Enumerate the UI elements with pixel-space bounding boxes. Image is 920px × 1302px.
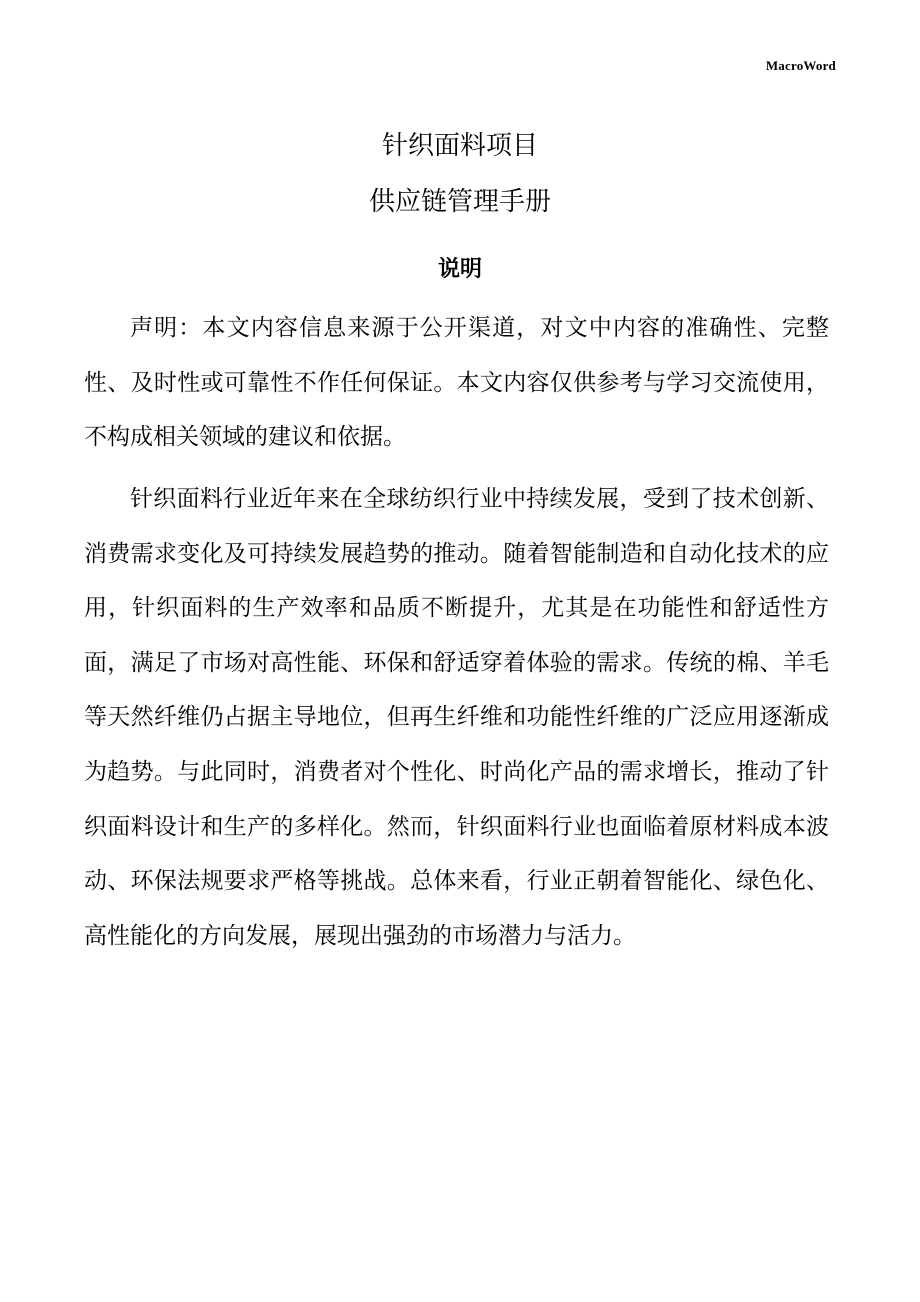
brand-label: MacroWord bbox=[765, 58, 836, 73]
industry-overview-paragraph: 针织面料行业近年来在全球纺织行业中持续发展，受到了技术创新、消费需求变化及可持续发展趋势的推动。随着智能制造和自动化技术的应用，针织面料的生产效率和品质不断提升，尤其是在功能性和舒适性方面，满足了市场对高性能、环保和舒适穿着体验的需求。传统的棉、羊毛等天然纤维仍占据主导地位，但再生纤维和功能性纤维的广泛应用逐渐成为趋势。与此同时，消费者对个性化、时尚化产品的需求增长，推动了针织面料设计和生产的多样化。然而，针织面料行业也面临着原材料成本波动、环保法规要求严格等挑战。总体来看，行业正朝着智能化、绿色化、高性能化的方向发展，展现出强劲的市场潜力与活力。 bbox=[84, 486, 829, 949]
title-line-2: 供应链管理手册 bbox=[368, 187, 551, 217]
disclaimer-paragraph: 声明：本文内容信息来源于公开渠道，对文中内容的准确性、完整性、及时性或可靠性不作任何保证。本文内容仅供参考与学习交流使用，不构成相关领域的建议和依据。 bbox=[84, 315, 829, 451]
title-line-1: 针织面料项目 bbox=[381, 131, 538, 161]
section-heading: 说明 bbox=[437, 257, 482, 282]
document-title bbox=[0, 118, 920, 230]
